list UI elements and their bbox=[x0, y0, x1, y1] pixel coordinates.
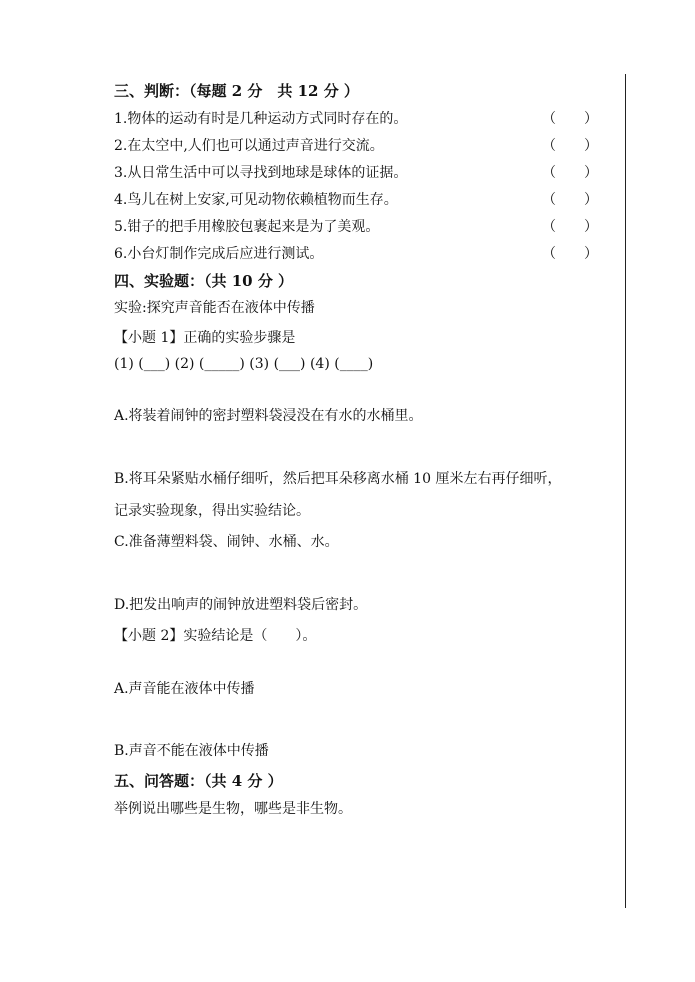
section4-heading: 四、实验题：（共 10 分 ） bbox=[114, 272, 294, 290]
section3-heading: 三、判断：（每题 2 分 共 12 分 ） bbox=[114, 82, 359, 100]
step-option-a: A.将装着闹钟的密封塑料袋浸没在有水的水桶里。 bbox=[114, 408, 423, 424]
judgment-item-2: 2.在太空中,人们也可以通过声音进行交流。 bbox=[114, 138, 384, 154]
step-option-c: C.准备薄塑料袋、闹钟、水桶、水。 bbox=[114, 534, 339, 550]
section5-question: 举例说出哪些是生物，哪些是非生物。 bbox=[114, 801, 352, 817]
question1-blanks: (1) (___) (2) (_____) (3) (___) (4) (____) bbox=[114, 356, 374, 372]
judgment-item-5: 5.钳子的把手用橡胶包裹起来是为了美观。 bbox=[114, 219, 380, 235]
margin-rule bbox=[625, 74, 626, 908]
question2-label: 【小题 2】实验结论是（ ）。 bbox=[114, 628, 317, 644]
question1-label: 【小题 1】正确的实验步骤是 bbox=[114, 330, 296, 346]
judgment-item-1: 1.物体的运动有时是几种运动方式同时存在的。 bbox=[114, 111, 408, 127]
experiment-title: 实验:探究声音能否在液体中传播 bbox=[114, 300, 315, 316]
answer-blank-6: （ ） bbox=[542, 246, 598, 262]
section5-heading: 五、问答题：（共 4 分 ） bbox=[114, 772, 283, 790]
judgment-item-6: 6.小台灯制作完成后应进行测试。 bbox=[114, 246, 324, 262]
step-option-d: D.把发出响声的闹钟放进塑料袋后密封。 bbox=[114, 597, 368, 613]
step-option-b-line2: 记录实验现象，得出实验结论。 bbox=[114, 503, 310, 519]
answer-blank-1: （ ） bbox=[542, 111, 598, 127]
step-option-b-line1: B.将耳朵紧贴水桶仔细听，然后把耳朵移离水桶 10 厘米左右再仔细听， bbox=[114, 471, 562, 487]
conclusion-option-a: A.声音能在液体中传播 bbox=[114, 681, 255, 697]
answer-blank-5: （ ） bbox=[542, 219, 598, 235]
judgment-item-3: 3.从日常生活中可以寻找到地球是球体的证据。 bbox=[114, 165, 408, 181]
conclusion-option-b: B.声音不能在液体中传播 bbox=[114, 743, 269, 759]
judgment-item-4: 4.鸟儿在树上安家,可见动物依赖植物而生存。 bbox=[114, 192, 398, 208]
answer-blank-2: （ ） bbox=[542, 138, 598, 154]
answer-blank-3: （ ） bbox=[542, 165, 598, 181]
answer-blank-4: （ ） bbox=[542, 192, 598, 208]
